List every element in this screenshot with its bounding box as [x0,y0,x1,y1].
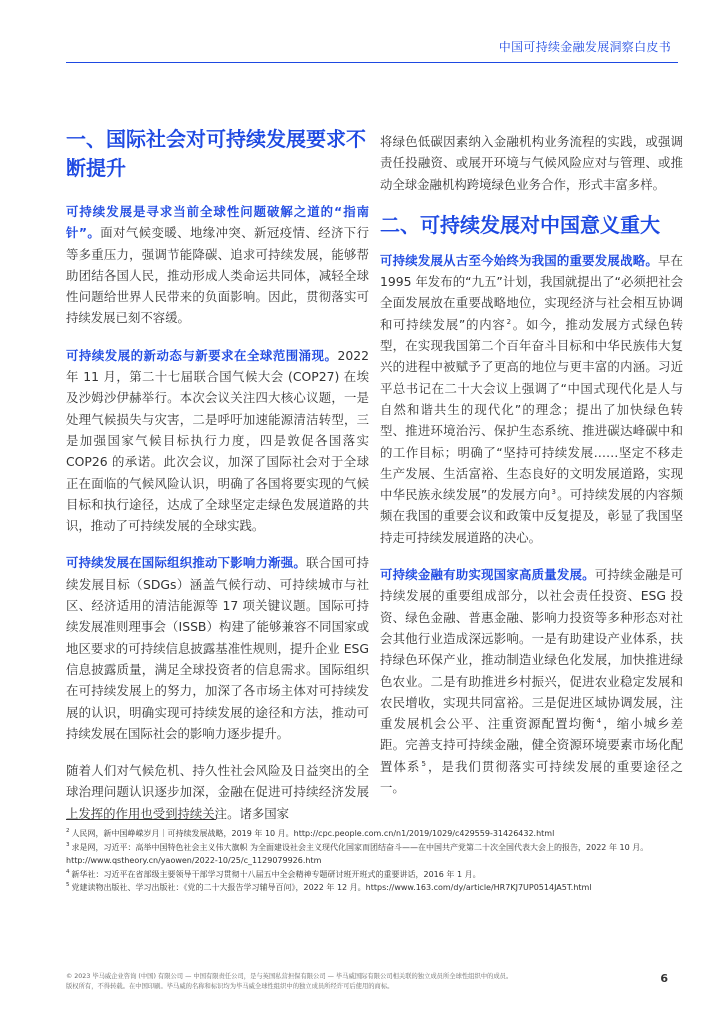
footnote-ref: 5 [421,759,426,768]
footnote-ref: 4 [596,717,602,725]
header-title: 中国可持续金融发展洞察白皮书 [498,40,671,54]
paragraph-lead: 可持续发展是寻求当前全球性问题破解之道的“指南针”。 [66,204,369,241]
footnote [66,868,666,882]
section-heading-2: 二、可持续发展对中国意义重大 [380,212,660,237]
section-heading-1: 一、国际社会对可持续发展要求不断提升 [66,127,366,180]
paragraph [380,250,683,548]
footnote-divider [66,819,216,820]
footnote-text: 求是网，习近平：高举中国特色社会主义伟大旗帜 为全面建设社会主义现代化国家而团结奋斗——在中国共产党第二十次全国代表大会上的报告，2022 年 10 月。http://www.qstheory.cn/yaowen/2022-10/25/c_1129079926.htm [66,842,649,865]
footnote-ref: 3 [551,488,556,497]
footnote-number: 2 [66,828,70,835]
paragraph-text: 。可持续发展的内容频频在我国的重要会议和政策中反复提及，彰显了我国坚持走可持续发展道路的决心。 [380,487,684,545]
paragraph [380,564,683,798]
page-number: 6 [660,972,668,985]
footnote-text: 党建读物出版社、学习出版社：《党的二十大报告学习辅导百问》，2022 年 12 月。https://www.163.com/dy/article/HR7KJ7UP0514JA5T.html [71,883,592,892]
paragraph-text: 2022 年 11 月，第二十七届联合国气候大会 (COP27) 在埃及沙姆沙伊赫举行。本次会议关注四大核心议题，一是处理气候损失与灾害，二是呼吁加速能源清洁转型，三是加强国家气候目标执行力度，四是敦促各国落实 COP26 的承诺。此次会议，加深了国际社会对于全球正在面临的气候风险认识，明确了各国将要实现的气候目标和执行途径，达成了全球坚定走绿色发展道路的共识，推动了可持续发展的全球实践。 [66,347,369,534]
footnote-ref: 2 [506,317,512,326]
paragraph [66,201,369,329]
paragraph-lead: 可持续发展的新动态与新要求在全球范围涌现。 [66,347,338,363]
paragraph [66,760,369,824]
paragraph-text: 随着人们对气候危机、持久性社会风险及日益突出的全球治理问题认识逐步加深，金融在促进可持续经济发展上发挥的作用也受到持续关注。诸多国家 [66,763,369,821]
left-column [66,125,369,840]
paragraph-lead: 可持续发展在国际组织推动下影响力渐强。 [66,555,307,571]
paragraph-lead: 可持续金融有助实现国家高质量发展。 [380,567,595,583]
copyright-line: © 2023 毕马威企业咨询 (中国) 有限公司 — 中国有限责任公司，是与英国私营担保有限公司 — 毕马威国际有限公司相关联的独立成员所全球性组织中的成员。 [66,973,513,980]
paragraph-text: 早在 1995 年发布的“九五”计划，我国就提出了“必须把社会全面发展放在重要战略地位，实现经济与社会相互协调和可持续发展”的内容 [380,252,684,332]
copyright-notice [66,972,626,992]
paragraph-text: ，是我们贯彻落实可持续发展的重要途径之一。 [380,758,684,796]
right-column [380,131,683,814]
footnotes [66,827,666,895]
paragraph [66,552,369,744]
footnote [66,841,666,868]
header-divider [66,62,678,63]
paragraph-text: 面对气候变暖、地缘冲突、新冠疫情、经济下行等多重压力，强调节能降碳、追求可持续发展，能够帮助团结各国人民，推动形成人类命运共同体，减轻全球性问题给世界人民带来的负面影响。因此，贯彻落实可持续发展已刻不容缓。 [66,225,369,326]
paragraph-lead: 可持续发展从古至今始终为我国的重要发展战略。 [380,252,658,268]
paragraph-text: 联合国可持续发展目标（SDGs）涵盖气候行动、可持续城市与社区、经济适用的清洁能源等 17 项关键议题。国际可持续发展准则理事会（ISSB）构建了能够兼容不同国家或地区要求的可持续信息披露基准性规则，提升企业 ESG 信息披露质量，满足全球投资者的信息需求。国际组织在可持续发展上的努力，加深了各市场主体对可持续发展的认识，明确实现可持续发展的途径和方法，推动可持续发展在国际社会的影响力逐步提升。 [66,555,370,741]
footnote-number: 4 [66,868,70,875]
paragraph [66,345,369,537]
paragraph-text: 可持续金融是可持续发展的重要组成部分，以社会责任投资、ESG 投资、绿色金融、普惠金融、影响力投资等多种形态对社会其他行业造成深远影响。一是有助建设产业体系，扶持绿色环保产业，推动制造业绿色化发展，加快推进绿色农业。二是有助推进乡村振兴，促进农业稳定发展和农民增收，实现共同富裕。三是促进区域协调发展，注重发展机会公平、注重资源配置均衡 [380,567,684,732]
footnote-text: 新华社：习近平在省部级主要领导干部学习贯彻十八届五中全会精神专题研讨班开班式的重要讲话，2016 年 1 月。 [71,869,481,879]
paragraph-text: 。如今，推动发展方式绿色转型，在实现我国第二个百年奋斗目标和中华民族伟大复兴的进程中被赋予了更高的地位与更丰富的内涵。习近平总书记在二十大会议上强调了“中国式现代化是人与自然和谐共生的现代化”的理念；提出了加快绿色转型、推进环境治污、保护生态系统、推进碳达峰碳中和的工作目标；明确了“坚持可持续发展……坚定不移走生产发展、生活富裕、生态良好的文明发展道路，实现中华民族永续发展”的发展方向 [380,316,684,503]
copyright-line: 版权所有，不得转载。在中国印刷。毕马威的名称和标识均为毕马威全球性组织中的独立成员所经许可后使用的商标。 [66,983,394,990]
footnote-number: 3 [66,841,70,848]
footnote [66,881,666,895]
footnote-number: 5 [66,882,70,889]
paragraph-text: ，缩小城乡差距。完善支持可持续金融，健全资源环境要素市场化配置体系 [380,716,684,774]
paragraph-continuation: 将绿色低碳因素纳入金融机构业务流程的实践，或强调责任投融资、或展开环境与气候风险应对与管理、或推动全球金融机构跨境绿色业务合作，形式丰富多样。 [380,134,683,192]
footnote [66,827,666,841]
footnote-text: 人民网，新中国峥嵘岁月｜可持续发展战略，2019 年 10 月。http://cpc.people.com.cn/n1/2019/1029/c429559-31426432.html [71,829,555,838]
